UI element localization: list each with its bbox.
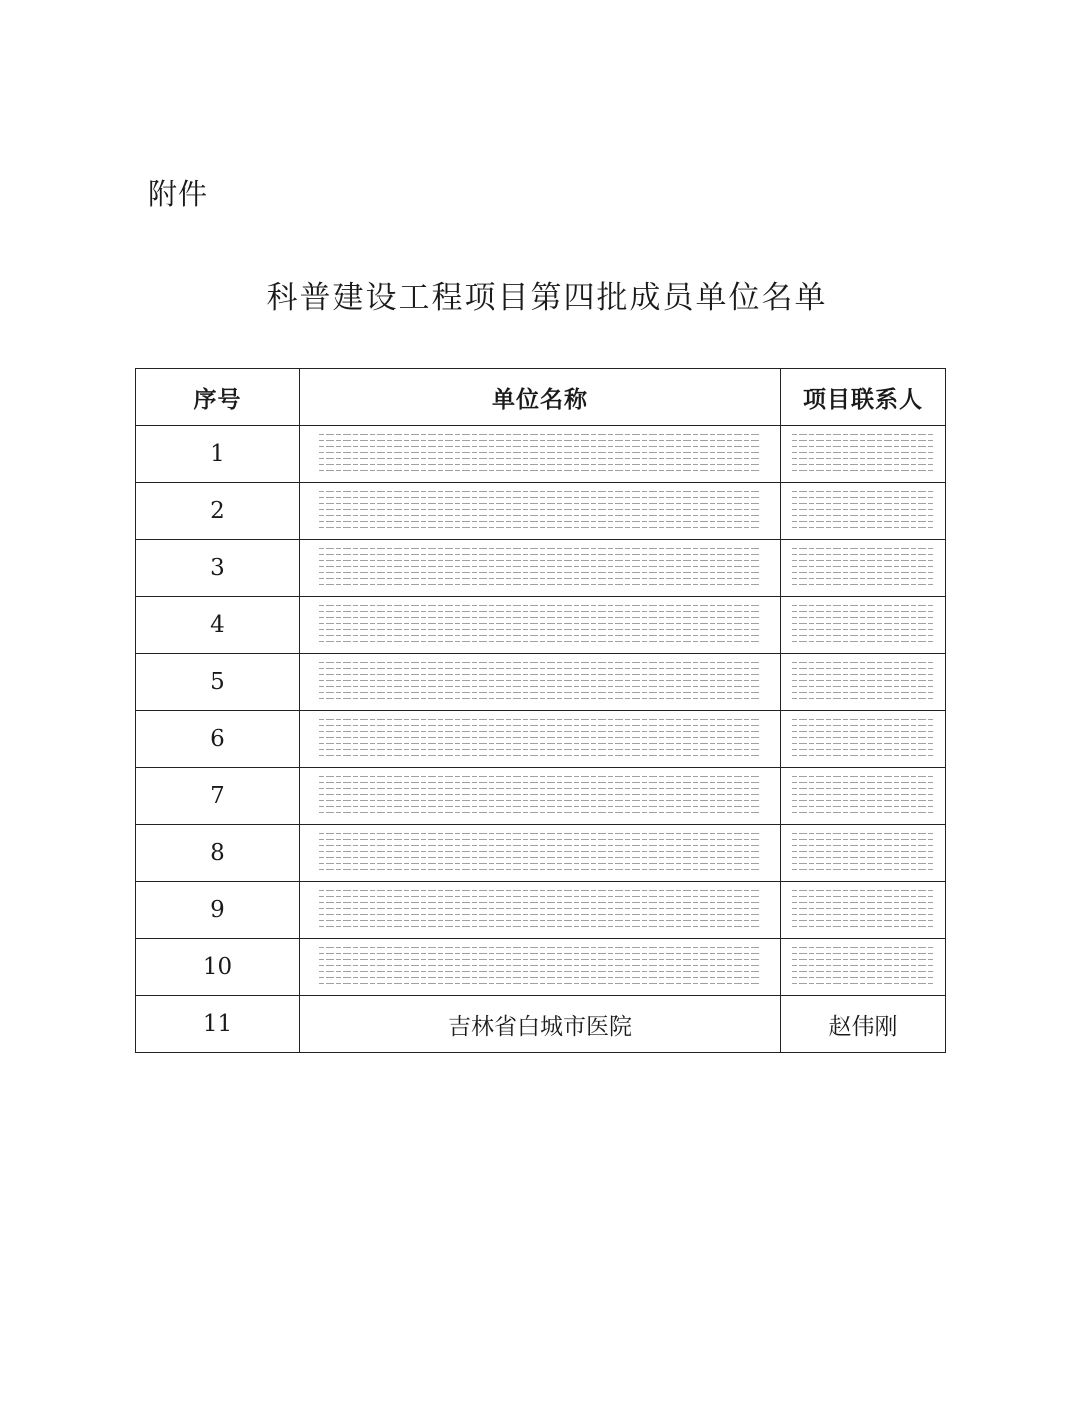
redaction-mark <box>792 774 933 818</box>
row-index: 10 <box>136 939 300 996</box>
contact-redacted <box>781 654 946 711</box>
redaction-mark <box>792 546 933 590</box>
table-row <box>136 996 946 1053</box>
redaction-mark <box>319 774 761 818</box>
unit-name-redacted <box>300 768 781 825</box>
table-row <box>136 825 946 882</box>
unit-name-redacted <box>300 711 781 768</box>
table-row <box>136 768 946 825</box>
table-row <box>136 597 946 654</box>
contact-redacted <box>781 882 946 939</box>
redaction-mark <box>319 489 761 533</box>
table-row <box>136 939 946 996</box>
contact-redacted <box>781 939 946 996</box>
unit-name-redacted <box>300 483 781 540</box>
redaction-mark <box>319 603 761 647</box>
unit-name-redacted <box>300 654 781 711</box>
table-row <box>136 711 946 768</box>
unit-name-redacted <box>300 540 781 597</box>
row-index: 1 <box>136 426 300 483</box>
row-index: 8 <box>136 825 300 882</box>
unit-name-redacted <box>300 825 781 882</box>
document-title: 科普建设工程项目第四批成员单位名单 <box>266 280 828 316</box>
redaction-mark <box>319 660 761 704</box>
redaction-mark <box>319 717 761 761</box>
row-index: 4 <box>136 597 300 654</box>
redaction-mark <box>319 831 761 875</box>
row-index: 11 <box>136 996 300 1053</box>
redaction-mark <box>792 660 933 704</box>
row-index: 7 <box>136 768 300 825</box>
header-index: 序号 <box>136 369 300 426</box>
redaction-mark <box>319 945 761 989</box>
redaction-mark <box>792 432 933 476</box>
attachment-label: 附件 <box>148 177 209 211</box>
member-unit-table <box>135 368 946 1053</box>
contact-redacted <box>781 426 946 483</box>
table-header-row <box>136 369 946 426</box>
redaction-mark <box>792 489 933 533</box>
table-row <box>136 483 946 540</box>
redaction-mark <box>792 945 933 989</box>
unit-name-redacted <box>300 882 781 939</box>
redaction-mark <box>792 831 933 875</box>
unit-name-redacted <box>300 939 781 996</box>
row-index: 3 <box>136 540 300 597</box>
redaction-mark <box>319 432 761 476</box>
unit-name-redacted <box>300 426 781 483</box>
redaction-mark <box>792 717 933 761</box>
row-index: 2 <box>136 483 300 540</box>
header-contact: 项目联系人 <box>781 369 946 426</box>
table-row <box>136 882 946 939</box>
header-unit-name: 单位名称 <box>300 369 781 426</box>
row-index: 9 <box>136 882 300 939</box>
row-index: 5 <box>136 654 300 711</box>
contact-redacted <box>781 597 946 654</box>
redaction-mark <box>319 888 761 932</box>
table-row <box>136 426 946 483</box>
contact-redacted <box>781 711 946 768</box>
redaction-mark <box>792 603 933 647</box>
contact-redacted <box>781 768 946 825</box>
table-row <box>136 654 946 711</box>
contact-redacted <box>781 825 946 882</box>
contact-name: 赵伟刚 <box>781 996 946 1053</box>
row-index: 6 <box>136 711 300 768</box>
table-row <box>136 540 946 597</box>
unit-name-redacted <box>300 597 781 654</box>
unit-name: 吉林省白城市医院 <box>300 996 781 1053</box>
contact-redacted <box>781 483 946 540</box>
redaction-mark <box>319 546 761 590</box>
redaction-mark <box>792 888 933 932</box>
contact-redacted <box>781 540 946 597</box>
